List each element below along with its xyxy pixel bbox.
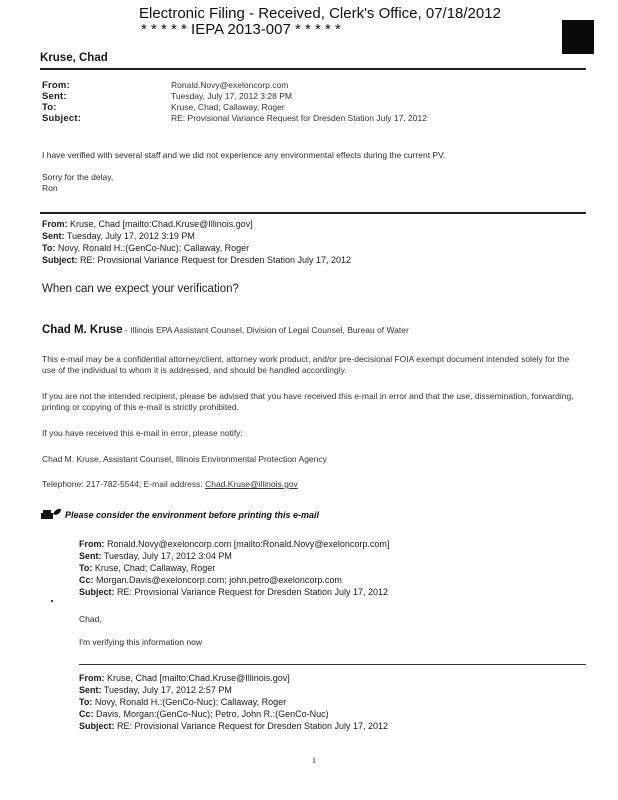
error-notify-text: If you have received this e-mail in error, please notify: bbox=[42, 428, 243, 438]
from-value: Kruse, Chad [mailto:Chad.Kruse@Illinois.gov] bbox=[107, 673, 290, 683]
message-1-signoff: Ron bbox=[42, 183, 58, 193]
subject-value: RE: Provisional Variance Request for Dresden Station July 17, 2012 bbox=[171, 113, 427, 123]
from-value: Ronald.Novy@exeloncorp.com bbox=[171, 80, 289, 90]
subject-value: RE: Provisional Variance Request for Dresden Station July 17, 2012 bbox=[80, 255, 352, 265]
printer-leaf-icon bbox=[40, 507, 62, 521]
quote-divider-2 bbox=[79, 664, 586, 665]
to-value: Kruse, Chad; Callaway, Roger bbox=[171, 102, 285, 112]
cc-label: Cc: bbox=[79, 709, 94, 719]
subject-value: RE: Provisional Variance Request for Dresden Station July 17, 2012 bbox=[117, 721, 389, 731]
phone-number: 217-782-5544; bbox=[85, 479, 142, 489]
header-divider bbox=[40, 68, 586, 70]
to-value: Novy, Ronald H.:(GenCo-Nuc); Callaway, Roger bbox=[57, 243, 250, 253]
contact-info-line bbox=[42, 479, 582, 490]
environment-note bbox=[40, 507, 319, 521]
to-label: To: bbox=[42, 102, 57, 113]
phone-label: Telephone: bbox=[42, 479, 84, 489]
sent-label: Sent: bbox=[42, 231, 65, 241]
page-number: 1 bbox=[312, 756, 316, 765]
sent-value: Tuesday, July 17, 2012 2:57 PM bbox=[103, 685, 232, 695]
to-value: Kruse, Chad; Callaway, Roger bbox=[94, 563, 216, 573]
sent-value: Tuesday, July 17, 2012 3:19 PM bbox=[66, 231, 195, 241]
filing-stamp-line2: * * * * * IEPA 2013-007 * * * * * bbox=[141, 21, 341, 38]
message-4-subject bbox=[79, 721, 388, 731]
signature-name: Chad M. Kruse bbox=[42, 324, 123, 336]
message-1-body: I have verified with several staff and we did not experience any environmental effects during the current PV. bbox=[42, 150, 446, 160]
sent-label: Sent: bbox=[79, 685, 102, 695]
email-label: E-mail address: bbox=[143, 479, 203, 489]
message-4-cc bbox=[79, 709, 329, 719]
confidentiality-notice: This e-mail may be a confidential attorney/client, attorney work product, and/or pre-decisional FOIA exempt document intended solely for the use of the individual to whom it is addressed, and should be handled accordingly. bbox=[42, 354, 570, 375]
message-2-sent bbox=[42, 231, 195, 241]
subject-label: Subject: bbox=[79, 587, 115, 597]
message-3-from bbox=[79, 539, 389, 549]
from-value: Kruse, Chad [mailto:Chad.Kruse@Illinois.gov] bbox=[70, 219, 253, 229]
sent-value: Tuesday, July 17, 2012 3:04 PM bbox=[103, 551, 232, 561]
contact-name-line: Chad M. Kruse, Assistant Counsel, Illinois Environmental Protection Agency bbox=[42, 454, 327, 464]
message-3-subject bbox=[79, 587, 388, 597]
redaction-box bbox=[562, 20, 594, 54]
message-1-closing: Sorry for the delay, bbox=[42, 172, 114, 182]
message-3-body: I'm verifying this information now bbox=[79, 637, 203, 647]
sent-value: Tuesday, July 17, 2012 3:28 PM bbox=[171, 91, 292, 101]
mailbox-owner-name: Kruse, Chad bbox=[40, 52, 108, 64]
from-value: Ronald.Novy@exeloncorp.com [mailto:Ronald.Novy@exeloncorp.com] bbox=[107, 539, 390, 549]
email-link[interactable]: Chad.Kruse@illinois.gov bbox=[205, 479, 298, 489]
message-2-to bbox=[42, 243, 249, 253]
to-label: To: bbox=[79, 697, 93, 707]
to-value: Novy, Ronald H.:(GenCo-Nuc); Callaway, Roger bbox=[94, 697, 287, 707]
message-2-subject bbox=[42, 255, 351, 265]
from-label: From: bbox=[79, 673, 105, 683]
message-4-to bbox=[79, 697, 286, 707]
signature-line bbox=[42, 324, 409, 336]
message-3-greeting: Chad, bbox=[79, 614, 102, 624]
message-4-from bbox=[79, 673, 290, 683]
filing-stamp-line1: Electronic Filing - Received, Clerk's Office, 07/18/2012 bbox=[139, 5, 501, 22]
scan-speck bbox=[51, 600, 53, 602]
from-label: From: bbox=[79, 539, 105, 549]
to-label: To: bbox=[42, 243, 56, 253]
message-2-question: When can we expect your verification? bbox=[42, 283, 239, 295]
sent-label: Sent: bbox=[42, 91, 67, 102]
signature-title: - Illinois EPA Assistant Counsel, Division of Legal Counsel, Bureau of Water bbox=[124, 325, 409, 335]
to-label: To: bbox=[79, 563, 93, 573]
message-3-sent bbox=[79, 551, 232, 561]
subject-value: RE: Provisional Variance Request for Dresden Station July 17, 2012 bbox=[117, 587, 389, 597]
quote-divider bbox=[40, 212, 586, 214]
subject-label: Subject: bbox=[42, 113, 82, 124]
message-4-sent bbox=[79, 685, 232, 695]
message-2-from bbox=[42, 219, 253, 229]
subject-label: Subject: bbox=[42, 255, 78, 265]
environment-note-text: Please consider the environment before printing this e-mail bbox=[65, 510, 320, 520]
from-label: From: bbox=[42, 219, 68, 229]
cc-value: Davis, Morgan:(GenCo-Nuc); Petro, John R.:(GenCo-Nuc) bbox=[96, 709, 329, 719]
message-3-to bbox=[79, 563, 215, 573]
cc-value: Morgan.Davis@exeloncorp.com; john.petro@exeloncorp.com bbox=[96, 575, 342, 585]
cc-label: Cc: bbox=[79, 575, 94, 585]
recipient-notice: If you are not the intended recipient, please be advised that you have received this e-mail in error and that the use, dissemination, forwarding, printing or copying of this e-mail is strictly prohibited. bbox=[42, 391, 574, 412]
sent-label: Sent: bbox=[79, 551, 102, 561]
from-label: From: bbox=[42, 80, 70, 91]
message-3-cc bbox=[79, 575, 342, 585]
subject-label: Subject: bbox=[79, 721, 115, 731]
